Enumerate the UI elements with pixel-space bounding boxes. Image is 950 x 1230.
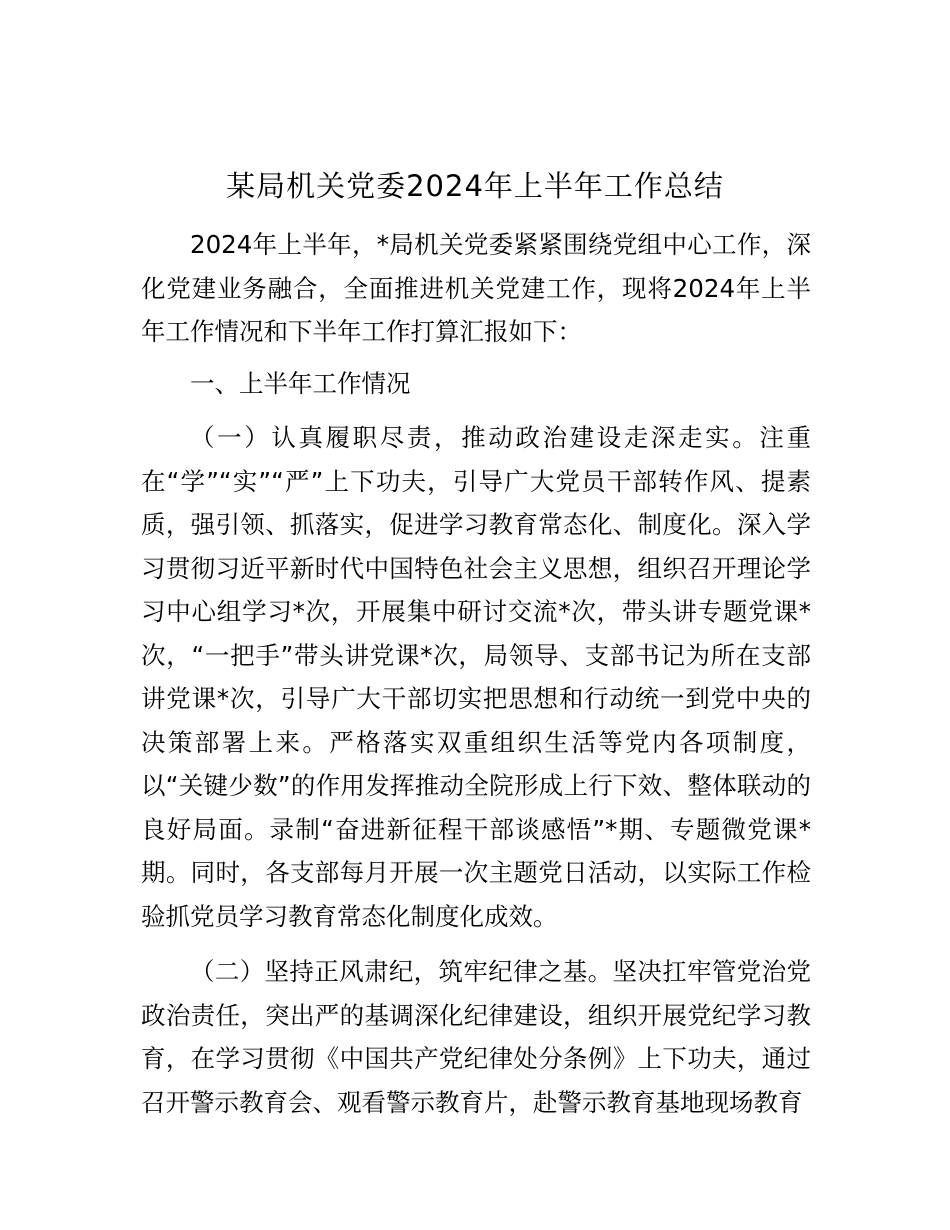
document-title: 某局机关党委2024年上半年工作总结	[226, 169, 724, 203]
item-1-paragraph: （一）认真履职尽责，推动政治建设走深走实。注重在“学”“实”“严”上下功夫，引导广大党员干部转作风、提素质，强引领、抓落实，促进学习教育常态化、制度化。深入学习贯彻习近平新时代中国特色社会主义思想，组织召开理论学习中心组学习*次，开展集中研讨交流*次，带头讲专题党课*次，“一把手”带头讲党课*次，局领导、支部书记为所在支部讲党课*次，引导广大干部切实把思想和行动统一到党中央的决策部署上来。严格落实双重组织生活等党内各项制度，以“关键少数”的作用发挥推动全院形成上行下效、整体联动的良好局面。录制“奋进新征程干部谈感悟”*期、专题微党课*期。同时，各支部每月开展一次主题党日活动，以实际工作检验抓党员学习教育常态化制度化成效。	[141, 423, 811, 931]
intro-paragraph: 2024年上半年，*局机关党委紧紧围绕党组中心工作，深化党建业务融合，全面推进机关党建工作，现将2024年上半年工作情况和下半年工作打算汇报如下：	[141, 230, 811, 346]
item-2-paragraph: （二）坚持正风肃纪，筑牢纪律之基。坚决扛牢管党治党政治责任，突出严的基调深化纪律建设，组织开展党纪学习教育，在学习贯彻《中国共产党纪律处分条例》上下功夫，通过召开警示教育会、观看警示教育片，赴警示教育基地现场教育	[141, 957, 811, 1117]
section-heading: 一、上半年工作情况	[190, 369, 411, 398]
